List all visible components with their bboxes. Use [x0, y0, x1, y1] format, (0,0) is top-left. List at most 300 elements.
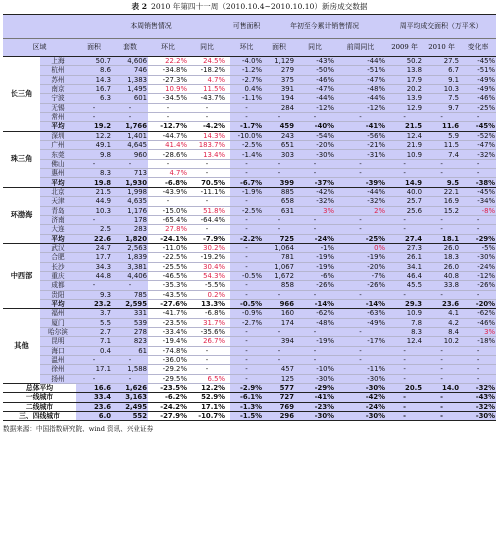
data-cell: -49% [335, 318, 386, 327]
data-cell: 2.7 [76, 327, 112, 336]
city-label: 平均 [40, 178, 76, 187]
data-cell: -6.7% [230, 178, 263, 187]
data-cell: 178 [112, 215, 148, 224]
data-cell: 22.6 [76, 234, 112, 243]
data-cell: -4.2% [188, 122, 226, 131]
data-cell: -7.9% [188, 234, 226, 243]
data-cell: 25.7 [386, 197, 423, 206]
summary-cell: -32% [460, 402, 496, 411]
data-cell: 23.2 [76, 299, 112, 308]
summary-row [3, 393, 496, 402]
data-cell: - [386, 169, 423, 178]
data-cell: -32% [335, 197, 386, 206]
data-cell: -1% [295, 243, 335, 252]
data-cell: -18% [460, 337, 496, 346]
data-cell: 61 [112, 346, 148, 355]
data-cell: 8.3 [76, 169, 112, 178]
data-cell: 26.7% [188, 337, 226, 346]
data-cell: - [230, 374, 263, 383]
data-cell: 125 [263, 374, 295, 383]
summary-cell: -10.7% [188, 412, 226, 421]
data-cell: - [230, 197, 263, 206]
data-cell: - [230, 103, 263, 112]
data-cell: 1,064 [263, 243, 295, 252]
city-label: 重庆 [40, 271, 76, 280]
data-cell: -22.5% [148, 253, 188, 262]
data-cell: -49% [460, 85, 496, 94]
data-cell: 27.3 [386, 243, 423, 252]
summary-cell: - [423, 412, 460, 421]
data-cell: -44.7% [148, 131, 188, 140]
data-cell: -64.4% [188, 215, 226, 224]
summary-cell: - [386, 393, 423, 402]
data-cell: - [230, 281, 263, 290]
summary-cell: - [386, 402, 423, 411]
data-cell: 9.8 [76, 150, 112, 159]
summary-cell: 23.6 [76, 402, 112, 411]
data-cell: -0.9% [230, 309, 263, 318]
data-cell: 44.9 [76, 197, 112, 206]
summary-cell: -23% [295, 402, 335, 411]
table-row [3, 271, 496, 280]
data-cell: - [112, 103, 148, 112]
data-cell: 31.7% [188, 318, 226, 327]
data-cell: - [460, 159, 496, 168]
data-cell: - [230, 346, 263, 355]
summary-cell: 1,626 [112, 384, 148, 393]
data-cell: -35.3% [148, 281, 188, 290]
data-cell: - [335, 113, 386, 122]
data-cell: -1.1% [230, 94, 263, 103]
city-label: 长沙 [40, 262, 76, 271]
data-cell: 20.2 [386, 85, 423, 94]
summary-cell: -23.5% [148, 384, 188, 393]
summary-cell: -41% [295, 393, 335, 402]
data-cell: 183.7% [188, 141, 226, 150]
data-cell: 13.8 [386, 66, 423, 75]
data-cell: -24.1% [148, 234, 188, 243]
data-cell: - [76, 281, 112, 290]
data-cell: -30% [295, 374, 335, 383]
table-row [3, 374, 496, 383]
data-cell: 13.3% [188, 299, 226, 308]
data-cell: 3% [460, 327, 496, 336]
table-title [3, 0, 496, 14]
header-units: 套数 [112, 39, 148, 57]
data-cell: -74.8% [148, 346, 188, 355]
data-cell: -6.8% [148, 178, 188, 187]
data-cell: 21.5 [76, 187, 112, 196]
data-cell: 10.3 [76, 206, 112, 215]
summary-cell: -43% [460, 393, 496, 402]
data-cell: -62% [460, 309, 496, 318]
data-cell: 51.8% [188, 206, 226, 215]
data-cell: - [423, 346, 460, 355]
data-cell: -32% [295, 197, 335, 206]
data-cell: -50% [295, 66, 335, 75]
data-cell: -44% [335, 94, 386, 103]
summary-cell: -2.9% [230, 384, 263, 393]
summary-cell: 16.6 [76, 384, 112, 393]
table-row [3, 309, 496, 318]
data-cell: -1.7% [230, 122, 263, 131]
data-cell: -46% [295, 75, 335, 84]
data-cell: 45.5 [386, 281, 423, 290]
table-row [3, 113, 496, 122]
data-cell: - [263, 290, 295, 299]
city-label: 大连 [40, 225, 76, 234]
data-cell: 283 [112, 225, 148, 234]
data-cell: 22.2% [148, 57, 188, 66]
header-2010: 2010 年 [423, 39, 460, 57]
city-label: 东莞 [40, 150, 76, 159]
data-cell: - [460, 356, 496, 365]
data-cell: 8.4 [423, 327, 460, 336]
data-cell: -45% [460, 57, 496, 66]
data-cell: -19.2% [188, 253, 226, 262]
header-area: 面积 [76, 39, 112, 57]
summary-cell: - [423, 393, 460, 402]
data-cell: - [423, 365, 460, 374]
data-cell: -29.5% [148, 374, 188, 383]
region-label: 环渤海 [3, 187, 40, 243]
data-cell: - [230, 225, 263, 234]
summary-cell: -6.1% [230, 393, 263, 402]
data-cell: - [386, 159, 423, 168]
data-cell: 70.5% [188, 178, 226, 187]
data-cell: 9.1 [423, 75, 460, 84]
data-cell: -41% [335, 122, 386, 131]
data-cell: 10.9 [386, 150, 423, 159]
summary-row [3, 384, 496, 393]
report-table-page [3, 0, 496, 434]
city-label: 宁波 [40, 94, 76, 103]
data-cell: - [148, 113, 188, 122]
data-cell: 12.9 [386, 103, 423, 112]
data-cell: - [76, 215, 112, 224]
data-cell: -27.3% [148, 75, 188, 84]
header-weekly-sales: 本周销售情况 [76, 15, 226, 39]
data-cell: 658 [263, 197, 295, 206]
table-row [3, 206, 496, 215]
data-cell: 1,766 [112, 122, 148, 131]
region-label: 长三角 [3, 57, 40, 132]
table-number: 表 2 [131, 2, 147, 11]
data-cell: -17% [335, 337, 386, 346]
data-cell: 391 [263, 85, 295, 94]
data-cell: -43.9% [148, 187, 188, 196]
header-ytd-area: 面积 [263, 39, 295, 57]
data-cell: 194 [263, 94, 295, 103]
data-cell: 459 [263, 122, 295, 131]
data-cell: - [230, 262, 263, 271]
average-row [3, 234, 496, 243]
data-cell: -19% [335, 253, 386, 262]
data-cell: 12.4 [386, 337, 423, 346]
table-row [3, 75, 496, 84]
data-cell: -54% [295, 131, 335, 140]
region-label: 其他 [3, 309, 40, 384]
data-cell: 2% [335, 206, 386, 215]
data-cell: 17.1 [76, 365, 112, 374]
data-cell: - [188, 225, 226, 234]
data-cell: -11% [335, 365, 386, 374]
data-cell: 1,820 [112, 234, 148, 243]
summary-cell: 3,163 [112, 393, 148, 402]
data-cell: - [263, 346, 295, 355]
city-label: 合肥 [40, 253, 76, 262]
data-cell: 4,635 [112, 197, 148, 206]
data-cell: 41.4% [148, 141, 188, 150]
header-yoy: 同比 [188, 39, 226, 57]
data-cell: -2.2% [230, 234, 263, 243]
header-wow: 环比 [148, 39, 188, 57]
data-cell: -35.6% [188, 327, 226, 336]
table-row [3, 356, 496, 365]
data-cell: 10.3 [423, 85, 460, 94]
data-cell: - [335, 356, 386, 365]
data-cell: - [295, 159, 335, 168]
data-cell: -48% [335, 85, 386, 94]
data-cell: 4,645 [112, 141, 148, 150]
data-cell: 13.4% [188, 150, 226, 159]
data-cell: - [112, 356, 148, 365]
data-cell: 2,595 [112, 299, 148, 308]
data-cell: 0.2% [188, 290, 226, 299]
table-row [3, 290, 496, 299]
data-cell: - [295, 113, 335, 122]
region-label: 中西部 [3, 243, 40, 308]
data-cell: 21.5 [386, 122, 423, 131]
data-cell: - [335, 327, 386, 336]
table-row [3, 262, 496, 271]
data-cell: -19% [295, 253, 335, 262]
data-cell: 278 [112, 327, 148, 336]
data-cell: -37% [295, 178, 335, 187]
data-cell: 8.6 [76, 66, 112, 75]
data-cell: - [295, 327, 335, 336]
data-cell: -41.7% [148, 309, 188, 318]
city-label: 厦门 [40, 318, 76, 327]
data-cell: 19.8 [76, 178, 112, 187]
data-cell: 960 [112, 150, 148, 159]
data-cell: -47% [335, 75, 386, 84]
data-cell: - [263, 356, 295, 365]
data-cell: 4.1 [423, 309, 460, 318]
average-row [3, 122, 496, 131]
data-cell: - [423, 215, 460, 224]
summary-cell: 20.5 [386, 384, 423, 393]
table-row [3, 131, 496, 140]
data-cell: 4,406 [112, 271, 148, 280]
table-title-text: 2010 年第四十一周（2010.10.4~2010.10.10）新房成交数据 [150, 2, 368, 11]
data-cell: - [230, 365, 263, 374]
data-cell: 27.8% [148, 225, 188, 234]
table-row [3, 66, 496, 75]
data-cell: 21.9 [386, 141, 423, 150]
data-cell: 18.3 [423, 253, 460, 262]
data-cell: - [386, 346, 423, 355]
summary-cell: -30% [295, 412, 335, 421]
data-cell: -43% [295, 57, 335, 66]
city-label: 武汉 [40, 243, 76, 252]
data-cell: -12% [335, 103, 386, 112]
data-cell: 18.1 [423, 234, 460, 243]
data-cell: 27.5 [423, 57, 460, 66]
data-cell: - [112, 113, 148, 122]
data-cell: 746 [112, 66, 148, 75]
data-cell: 10.2 [423, 337, 460, 346]
data-cell: 9.3 [76, 290, 112, 299]
summary-cell: 296 [263, 412, 295, 421]
data-cell: -43.5% [148, 290, 188, 299]
data-cell: 34.3 [76, 262, 112, 271]
table-row [3, 253, 496, 262]
city-label: 温州 [40, 356, 76, 365]
data-cell: 16.9 [423, 197, 460, 206]
data-cell: 375 [263, 75, 295, 84]
data-cell: -23.5% [148, 318, 188, 327]
city-label: 哈尔滨 [40, 327, 76, 336]
data-cell: -7% [335, 271, 386, 280]
city-label: 常州 [40, 113, 76, 122]
data-cell: - [148, 197, 188, 206]
data-cell: 1,998 [112, 187, 148, 196]
data-cell: 4.2 [423, 318, 460, 327]
data-cell: -26% [335, 281, 386, 290]
data-cell: 7.4 [423, 150, 460, 159]
data-cell: - [188, 356, 226, 365]
data-cell: - [423, 290, 460, 299]
data-cell: -12% [295, 103, 335, 112]
header-weekly-avg: 周平均成交面积（万平米） [386, 15, 496, 39]
data-cell: -44% [335, 187, 386, 196]
data-cell: - [188, 103, 226, 112]
data-cell: -1.9% [230, 187, 263, 196]
data-cell: 6.5% [188, 374, 226, 383]
data-cell: 2,563 [112, 243, 148, 252]
data-cell: -2.7% [230, 318, 263, 327]
data-cell: - [460, 374, 496, 383]
data-cell: - [460, 290, 496, 299]
data-cell: 7.8 [386, 318, 423, 327]
data-cell: - [335, 346, 386, 355]
data-cell: 0.4% [230, 85, 263, 94]
data-cell: -2.5% [230, 206, 263, 215]
summary-cell: 577 [263, 384, 295, 393]
data-cell: - [76, 374, 112, 383]
data-cell: 1,067 [263, 262, 295, 271]
data-cell: -26% [460, 281, 496, 290]
data-cell: 1,930 [112, 178, 148, 187]
data-cell: 4,606 [112, 57, 148, 66]
data-cell: - [423, 374, 460, 383]
summary-cell: -24.2% [148, 402, 188, 411]
data-cell: -14% [295, 299, 335, 308]
city-label: 贵阳 [40, 290, 76, 299]
summary-cell: 2,495 [112, 402, 148, 411]
data-cell: 5.5 [76, 318, 112, 327]
data-cell: -43.7% [188, 94, 226, 103]
data-cell: 50.2 [386, 57, 423, 66]
table-body [3, 57, 496, 421]
data-cell: - [230, 243, 263, 252]
data-cell: 399 [263, 178, 295, 187]
data-cell: 6.3 [76, 94, 112, 103]
data-cell: - [423, 169, 460, 178]
source-note: 数据来源：中国指数研究院、wind 资讯、兴业证券 [3, 425, 154, 434]
data-cell: 781 [263, 253, 295, 262]
data-cell: - [76, 356, 112, 365]
data-cell: - [460, 365, 496, 374]
data-cell: - [188, 197, 226, 206]
summary-cell: 6.0 [76, 412, 112, 421]
data-cell: -24% [460, 262, 496, 271]
data-cell: 0% [335, 243, 386, 252]
data-cell: - [230, 337, 263, 346]
table-row [3, 187, 496, 196]
data-cell: -51% [460, 66, 496, 75]
data-cell: - [263, 159, 295, 168]
data-cell: 1,401 [112, 131, 148, 140]
data-cell: 858 [263, 281, 295, 290]
data-cell: -25.5% [148, 262, 188, 271]
data-cell: - [230, 327, 263, 336]
data-cell: -19% [295, 262, 335, 271]
header-ytd-prev: 前周同比 [335, 39, 386, 57]
data-cell: - [112, 281, 148, 290]
data-cell: -45% [460, 187, 496, 196]
city-label: 广州 [40, 141, 76, 150]
data-cell: -6.8% [188, 309, 226, 318]
data-cell: - [295, 215, 335, 224]
table-row [3, 346, 496, 355]
data-cell: -47% [460, 141, 496, 150]
data-cell: 3.7 [76, 309, 112, 318]
data-cell: - [230, 253, 263, 262]
data-cell: 631 [263, 206, 295, 215]
data-cell: -25% [335, 234, 386, 243]
data-cell: 13.9 [386, 94, 423, 103]
data-cell: -27.6% [148, 299, 188, 308]
header-change: 变化率 [460, 39, 496, 57]
data-cell: - [423, 159, 460, 168]
data-cell: 713 [112, 169, 148, 178]
data-cell: 8.3 [386, 327, 423, 336]
data-cell: -39% [335, 178, 386, 187]
data-cell: 12.4 [386, 131, 423, 140]
table-row [3, 318, 496, 327]
data-cell: -19% [295, 337, 335, 346]
data-cell: 40.0 [386, 187, 423, 196]
data-cell: - [230, 215, 263, 224]
table-row [3, 365, 496, 374]
data-cell: - [460, 113, 496, 122]
data-cell: -52% [460, 131, 496, 140]
data-cell: 885 [263, 187, 295, 196]
data-cell: 40.8 [423, 271, 460, 280]
city-label: 济南 [40, 215, 76, 224]
data-cell: -49% [460, 75, 496, 84]
data-cell: -19.4% [148, 337, 188, 346]
table-row [3, 197, 496, 206]
data-cell: 12.2 [76, 131, 112, 140]
data-cell: 24.7 [76, 243, 112, 252]
summary-cell: 14.0 [423, 384, 460, 393]
header-available-area: 可售面积 [230, 15, 263, 39]
data-cell: 30.4% [188, 262, 226, 271]
data-cell: -29% [460, 234, 496, 243]
